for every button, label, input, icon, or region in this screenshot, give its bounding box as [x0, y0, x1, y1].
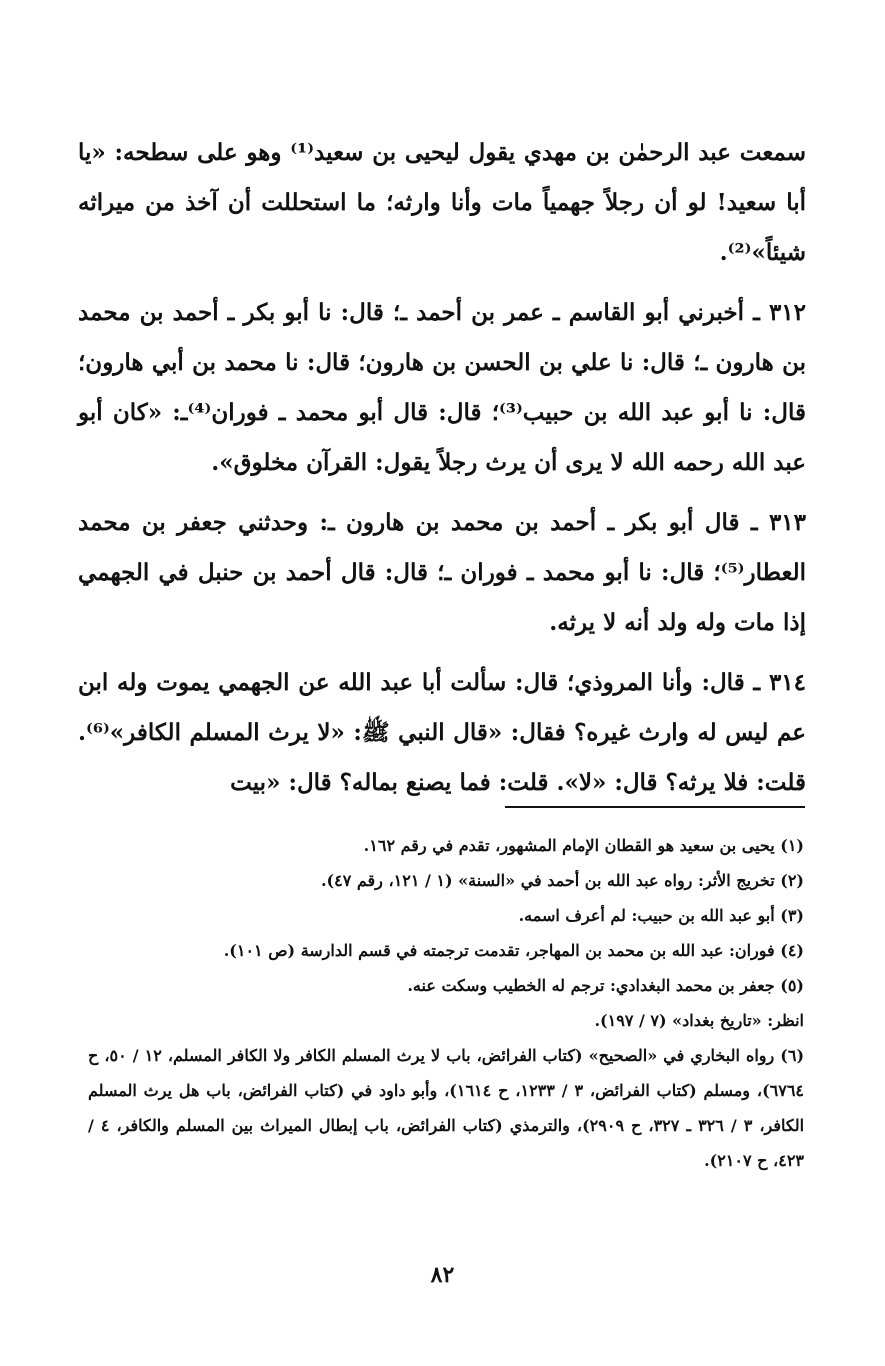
- footnote-3: (٣) أبو عبد الله بن حبيب: لم أعرف اسمه.: [518, 906, 804, 925]
- footnote-2: (٢) تخريج الأثر: رواه عبد الله بن أحمد في «السنة» (١ / ١٢١، رقم ٤٧).: [320, 871, 804, 890]
- paragraph-intro: سمعت عبد الرحمٰن بن مهدي يقول ليحيى بن سعيد⁽¹⁾ وهو على سطحه: «يا أبا سعيد! لو أن رجلاً جهمياً مات وأنا وارثه؛ ما استحللت أن آخذ من ميراثه شيئاً»⁽²⁾.: [78, 139, 806, 266]
- paragraph-314: ٣١٤ ـ قال: وأنا المروذي؛ قال: سألت أبا عبد الله عن الجهمي يموت وله ابن عم ليس له وارث غيره؟ فقال: «قال النبي ﷺ: «لا يرث المسلم الكافر»⁽⁶⁾. قلت: فلا يرثه؟ قال: «لا». قلت: فما يصنع بماله؟ قال: «بيت: [78, 669, 806, 796]
- paragraph-312: ٣١٢ ـ أخبرني أبو القاسم ـ عمر بن أحمد ـ؛ قال: نا أبو بكر ـ أحمد بن محمد بن هارون ـ؛ قال: نا علي بن الحسن بن هارون؛ قال: نا محمد بن أبي هارون؛ قال: نا أبو عبد الله بن حبيب⁽³⁾؛ قال: قال أبو محمد ـ فوران⁽⁴⁾ـ: «كان أبو عبد الله رحمه الله لا يرى أن يرث رجلاً يقول: القرآن مخلوق».: [78, 299, 806, 476]
- footnote-6: (٦) رواه البخاري في «الصحيح» (كتاب الفرائض، باب لا يرث المسلم الكافر ولا الكافر المسلم، ١٢ / ٥٠، ح ٦٧٦٤)، ومسلم (كتاب الفرائض، ٣ / ١٢٣٣، ح ١٦١٤)، وأبو داود في (كتاب الفرائض، باب هل يرث المسلم الكافر، ٣ / ٣٢٦ ـ ٣٢٧، ح ٢٩٠٩)، والترمذي (كتاب الفرائض، باب إبطال الميراث بين المسلم والكافر، ٤ / ٤٢٣، ح ٢١٠٧).: [88, 1046, 805, 1170]
- main-text: [78, 128, 806, 808]
- paragraph-313: ٣١٣ ـ قال أبو بكر ـ أحمد بن محمد بن هارون ـ: وحدثني جعفر بن محمد العطار⁽⁵⁾؛ قال: نا أبو محمد ـ فوران ـ؛ قال: قال أحمد بن حنبل في الجهمي إذا مات وله ولد أنه لا يرثه.: [78, 509, 806, 636]
- footnote-5-reference: انظر: «تاريخ بغداد» (٧ / ١٩٧).: [594, 1011, 804, 1030]
- footnotes: [88, 828, 804, 1178]
- footnote-1: (١) يحيى بن سعيد هو القطان الإمام المشهور، تقدم في رقم ١٦٢.: [363, 836, 804, 855]
- footnote-5: (٥) جعفر بن محمد البغدادي: ترجم له الخطيب وسكت عنه.: [407, 976, 804, 995]
- footnote-4: (٤) فوران: عبد الله بن محمد بن المهاجر، تقدمت ترجمته في قسم الدارسة (ص ١٠١).: [223, 941, 804, 960]
- page-number: ٨٢: [430, 1262, 455, 1288]
- footnote-separator: [505, 806, 805, 808]
